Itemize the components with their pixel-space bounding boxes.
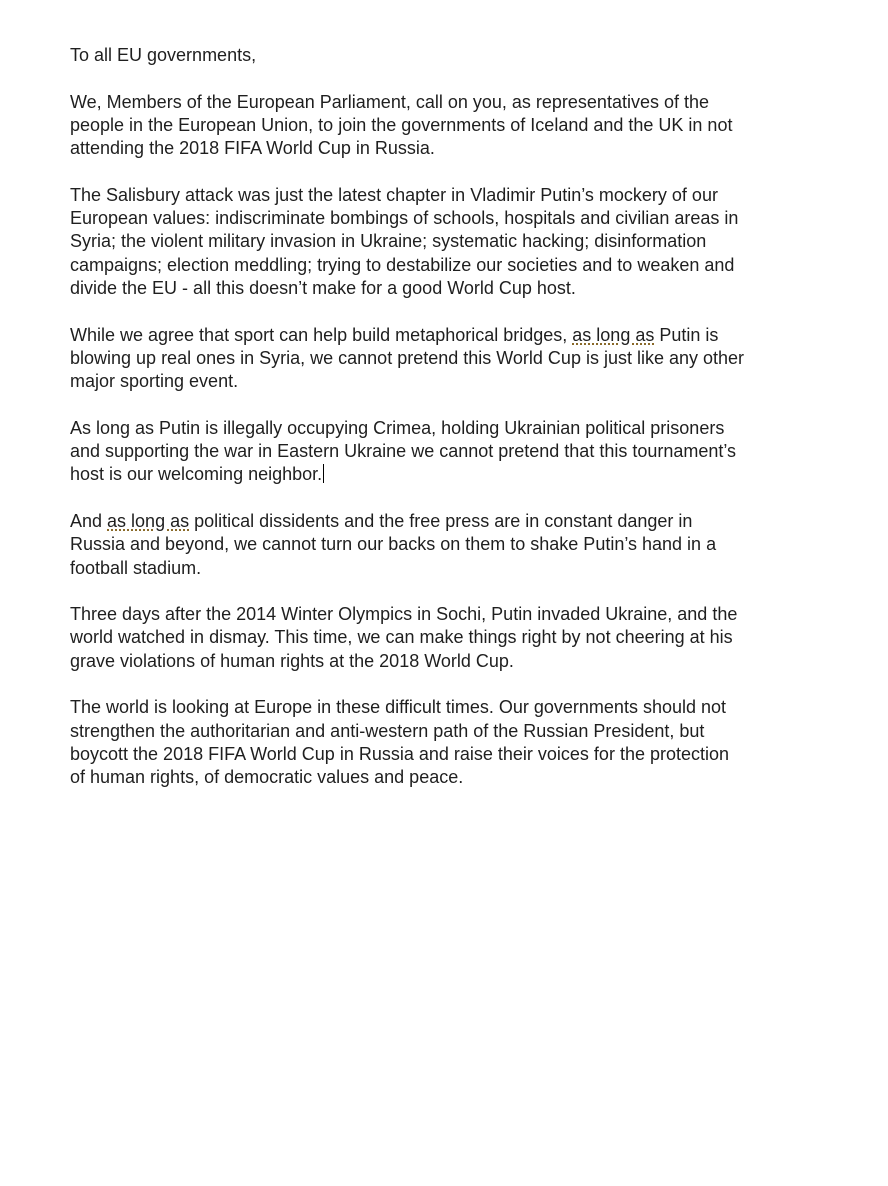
grammar-flagged-phrase[interactable]: as long as <box>572 324 655 345</box>
paragraph-3-text-before: While we agree that sport can help build metaphorical bridges, <box>70 324 573 345</box>
paragraph-7: The world is looking at Europe in these difficult times. Our governments should not strengthen the authoritarian and anti-western path of the Russian President, but boycott the 2018 FIFA World Cup in Russia and raise their voices for the protection of human rights, of democratic values and peace. <box>70 697 730 788</box>
paragraph-4-text: As long as Putin is illegally occupying Crimea, holding Ukrainian political prisoners and supporting the war in Eastern Ukraine we cannot pretend that this tournament’s host is our welcoming neighbor. <box>70 417 737 485</box>
greeting-line: To all EU governments, <box>70 45 257 65</box>
paragraph-4 <box>70 417 840 487</box>
paragraph-5-text-before: And <box>70 510 108 531</box>
paragraph-5-text-after: political dissidents and the free press are in constant danger in Russia and beyond, we cannot turn our backs on them to shake Putin’s hand in a football stadium. <box>70 510 717 578</box>
grammar-flagged-phrase[interactable]: as long as <box>107 510 190 531</box>
paragraph-6: Three days after the 2014 Winter Olympics in Sochi, Putin invaded Ukraine, and the world watched in dismay. This time, we can make things right by not cheering at his grave violations of human rights at the 2018 World Cup. <box>70 604 738 671</box>
paragraph-5 <box>70 510 840 580</box>
paragraph-3 <box>70 324 840 394</box>
paragraph-2: The Salisbury attack was just the latest chapter in Vladimir Putin’s mockery of our European values: indiscriminate bombings of schools, hospitals and civilian areas in Syria; the violent military invasion in Ukraine; systematic hacking; disinformation campaigns; election meddling; trying to destabilize our societies and to weaken and divide the EU - all this doesn’t make for a good World Cup host. <box>70 184 739 298</box>
document-body[interactable] <box>70 44 840 813</box>
text-cursor <box>323 464 324 483</box>
paragraph-1: We, Members of the European Parliament, call on you, as representatives of the people in the European Union, to join the governments of Iceland and the UK in not attending the 2018 FIFA World Cup in Russia. <box>70 91 733 159</box>
paragraph-3-text-after: Putin is blowing up real ones in Syria, we cannot pretend this World Cup is just like any other major sporting event. <box>70 324 745 392</box>
